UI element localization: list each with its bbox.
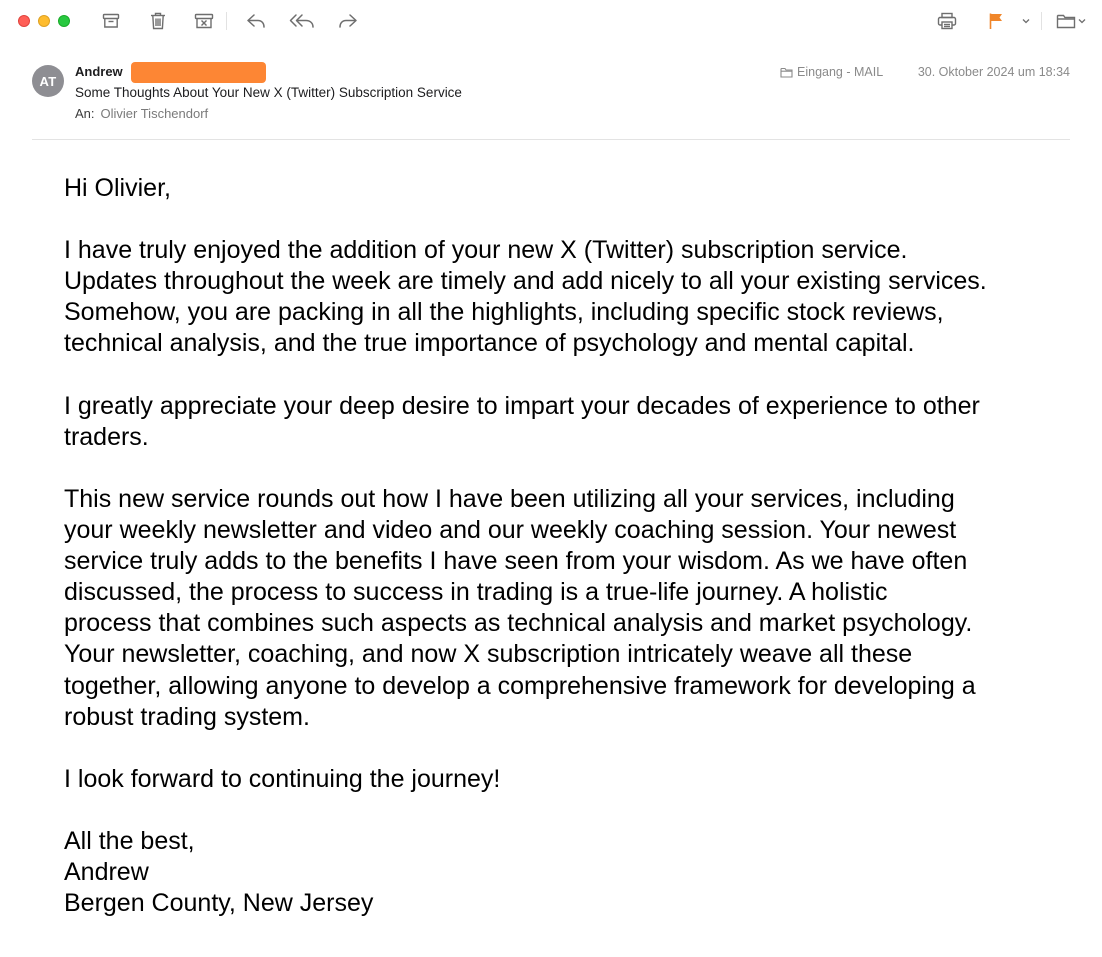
sender-name[interactable]: Andrew [75,64,123,79]
chevron-down-icon [1022,18,1030,24]
body-line: This new service rounds out how I have been utilizing all your services, including [64,484,955,513]
delete-button[interactable] [145,9,171,33]
flag-icon [988,12,1004,30]
mailbox-name: Eingang - MAIL [797,65,884,79]
forward-icon [338,13,358,29]
body-line: your weekly newsletter and video and our weekly coaching session. Your newest [64,516,957,545]
archive-icon [102,13,120,29]
trash-icon [150,12,166,30]
reply-all-icon [289,13,315,29]
move-to-mailbox-button[interactable] [1053,9,1089,33]
forward-button[interactable] [335,9,361,33]
junk-button[interactable] [191,9,217,33]
message-subject: Some Thoughts About Your New X (Twitter) Subscription Service [75,85,462,100]
close-window-button[interactable] [18,15,30,27]
recipient-row [75,106,208,121]
toolbar-separator [226,12,227,30]
body-line: process that combines such aspects as technical analysis and market psychology. [64,609,973,638]
body-line: Updates throughout the week are timely and add nicely to all your existing services. [64,267,987,296]
signature-location: Bergen County, New Jersey [64,889,374,918]
to-label: An: [75,106,95,121]
message-body [64,173,1084,919]
archive-button[interactable] [98,9,124,33]
junk-icon [194,13,214,29]
body-line: service truly adds to the benefits I have seen from your wisdom. As we have often [64,547,968,576]
body-line: robust trading system. [64,702,310,731]
body-line: together, allowing anyone to develop a comprehensive framework for developing a [64,671,976,700]
toolbar [0,0,1102,42]
print-icon [937,12,957,30]
body-line: discussed, the process to success in trading is a true-life journey. A holistic [64,578,888,607]
print-button[interactable] [934,9,960,33]
signature-name: Andrew [64,858,149,887]
zoom-window-button[interactable] [58,15,70,27]
header-divider [32,139,1070,140]
chevron-down-icon [1078,18,1086,24]
reply-all-button[interactable] [289,9,315,33]
flag-button[interactable] [983,9,1009,33]
flag-menu-chevron[interactable] [1017,9,1035,33]
body-line: traders. [64,422,149,451]
folder-icon [780,67,793,78]
redacted-sender-address [131,62,266,83]
recipient-name[interactable]: Olivier Tischendorf [100,106,209,121]
minimize-window-button[interactable] [38,15,50,27]
reply-icon [246,13,266,29]
signoff: All the best, [64,826,195,855]
sender-avatar: AT [32,65,64,97]
body-line: Somehow, you are packing in all the highlights, including specific stock reviews, [64,298,944,327]
body-line: I look forward to continuing the journey! [64,764,501,793]
body-line: I greatly appreciate your deep desire to impart your decades of experience to other [64,391,980,420]
toolbar-separator [1041,12,1042,30]
message-date: 30. Oktober 2024 um 18:34 [917,65,1070,79]
body-line: I have truly enjoyed the addition of your new X (Twitter) subscription service. [64,236,908,265]
body-line: Your newsletter, coaching, and now X subscription intricately weave all these [64,640,913,669]
reply-button[interactable] [243,9,269,33]
greeting: Hi Olivier, [64,174,171,202]
mailbox-location[interactable] [780,65,883,79]
body-line: technical analysis, and the true importance of psychology and mental capital. [64,329,915,358]
folder-icon [1056,13,1076,29]
